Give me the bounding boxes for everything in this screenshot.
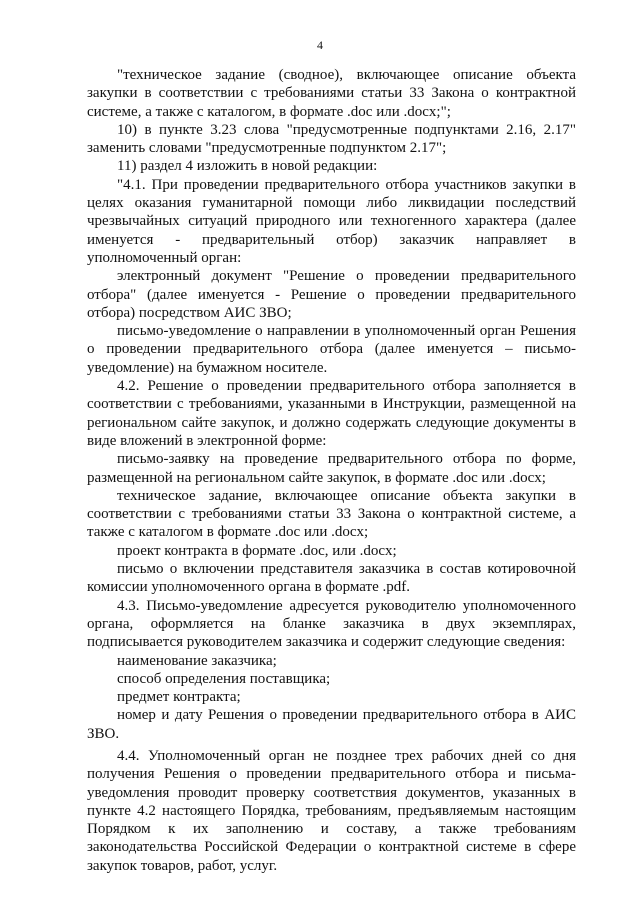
- paragraph: 11) раздел 4 изложить в новой редакции:: [117, 158, 378, 175]
- paragraph: письмо-уведомление о направлении в уполномоченный орган Решения о проведении предварительного отбора (далее именуется – письмо-уведомление) на бумажном носителе.: [87, 323, 576, 376]
- paragraph: "4.1. При проведении предварительного отбора участников закупки в целях оказания гуманитарной помощи либо ликвидации последствий чрезвычайных ситуаций природного или техногенного характера (далее именуется - предварительный отбор) заказчик направляет в уполномоченный орган:: [87, 176, 576, 266]
- paragraph: предмет контракта;: [117, 689, 241, 706]
- paragraph: электронный документ "Решение о проведении предварительного отбора" (далее именуется - Решение о проведении предварительного отбора) посредством АИС ЗВО;: [87, 268, 576, 321]
- paragraph: техническое задание, включающее описание объекта закупки в соответствии с требованиями статьи 33 Закона о контрактной системе, а также с каталогом в формате .doc или .docx;: [87, 487, 576, 541]
- paragraph: наименование заказчика;: [117, 652, 277, 669]
- paragraph: "техническое задание (сводное), включающее описание объекта закупки в соответствии с требованиями статьи 33 Закона о контрактной системе, а также с каталогом, в формате .doc или .docx;";: [87, 67, 576, 120]
- paragraph: письмо-заявку на проведение предварительного отбора по форме, размещенной на региональном сайте закупок, в формате .doc или .docx;: [87, 451, 576, 486]
- paragraph: проект контракта в формате .doc, или .docx;: [117, 542, 397, 559]
- document-body: [87, 66, 576, 875]
- paragraph: 10) в пункте 3.23 слова "предусмотренные подпунктами 2.16, 2.17" заменить словами "предусмотренные подпунктом 2.17";: [87, 121, 576, 157]
- paragraph: способ определения поставщика;: [117, 670, 331, 687]
- paragraph: 4.3. Письмо-уведомление адресуется руководителю уполномоченного органа, оформляется на бланке заказчика в двух экземплярах, подписывается руководителем заказчика и содержит следующие сведения:: [87, 597, 576, 651]
- paragraph: номер и дату Решения о проведении предварительного отбора в АИС ЗВО.: [87, 707, 576, 742]
- paragraph: 4.2. Решение о проведении предварительного отбора заполняется в соответствии с требованиями, указанными в Инструкции, размещенной на региональном сайте закупок, и должно содержать следующие документы в виде вложений в электронной форме:: [87, 378, 576, 449]
- paragraph: 4.4. Уполномоченный орган не позднее трех рабочих дней со дня получения Решения о проведении предварительного отбора и письма-уведомления проводит проверку соответствия документов, указанных в пункте 4.2 настоящего Порядка, требованиям, предъявляемым настоящим Порядком к их заполнению и составу, а также требованиям законодательства Российской Федерации о контрактной системе в сфере закупок товаров, работ, услуг.: [87, 747, 576, 874]
- page-number: 4: [317, 38, 323, 52]
- paragraph: письмо о включении представителя заказчика в состав котировочной комиссии уполномоченного органа в формате .pdf.: [87, 561, 576, 596]
